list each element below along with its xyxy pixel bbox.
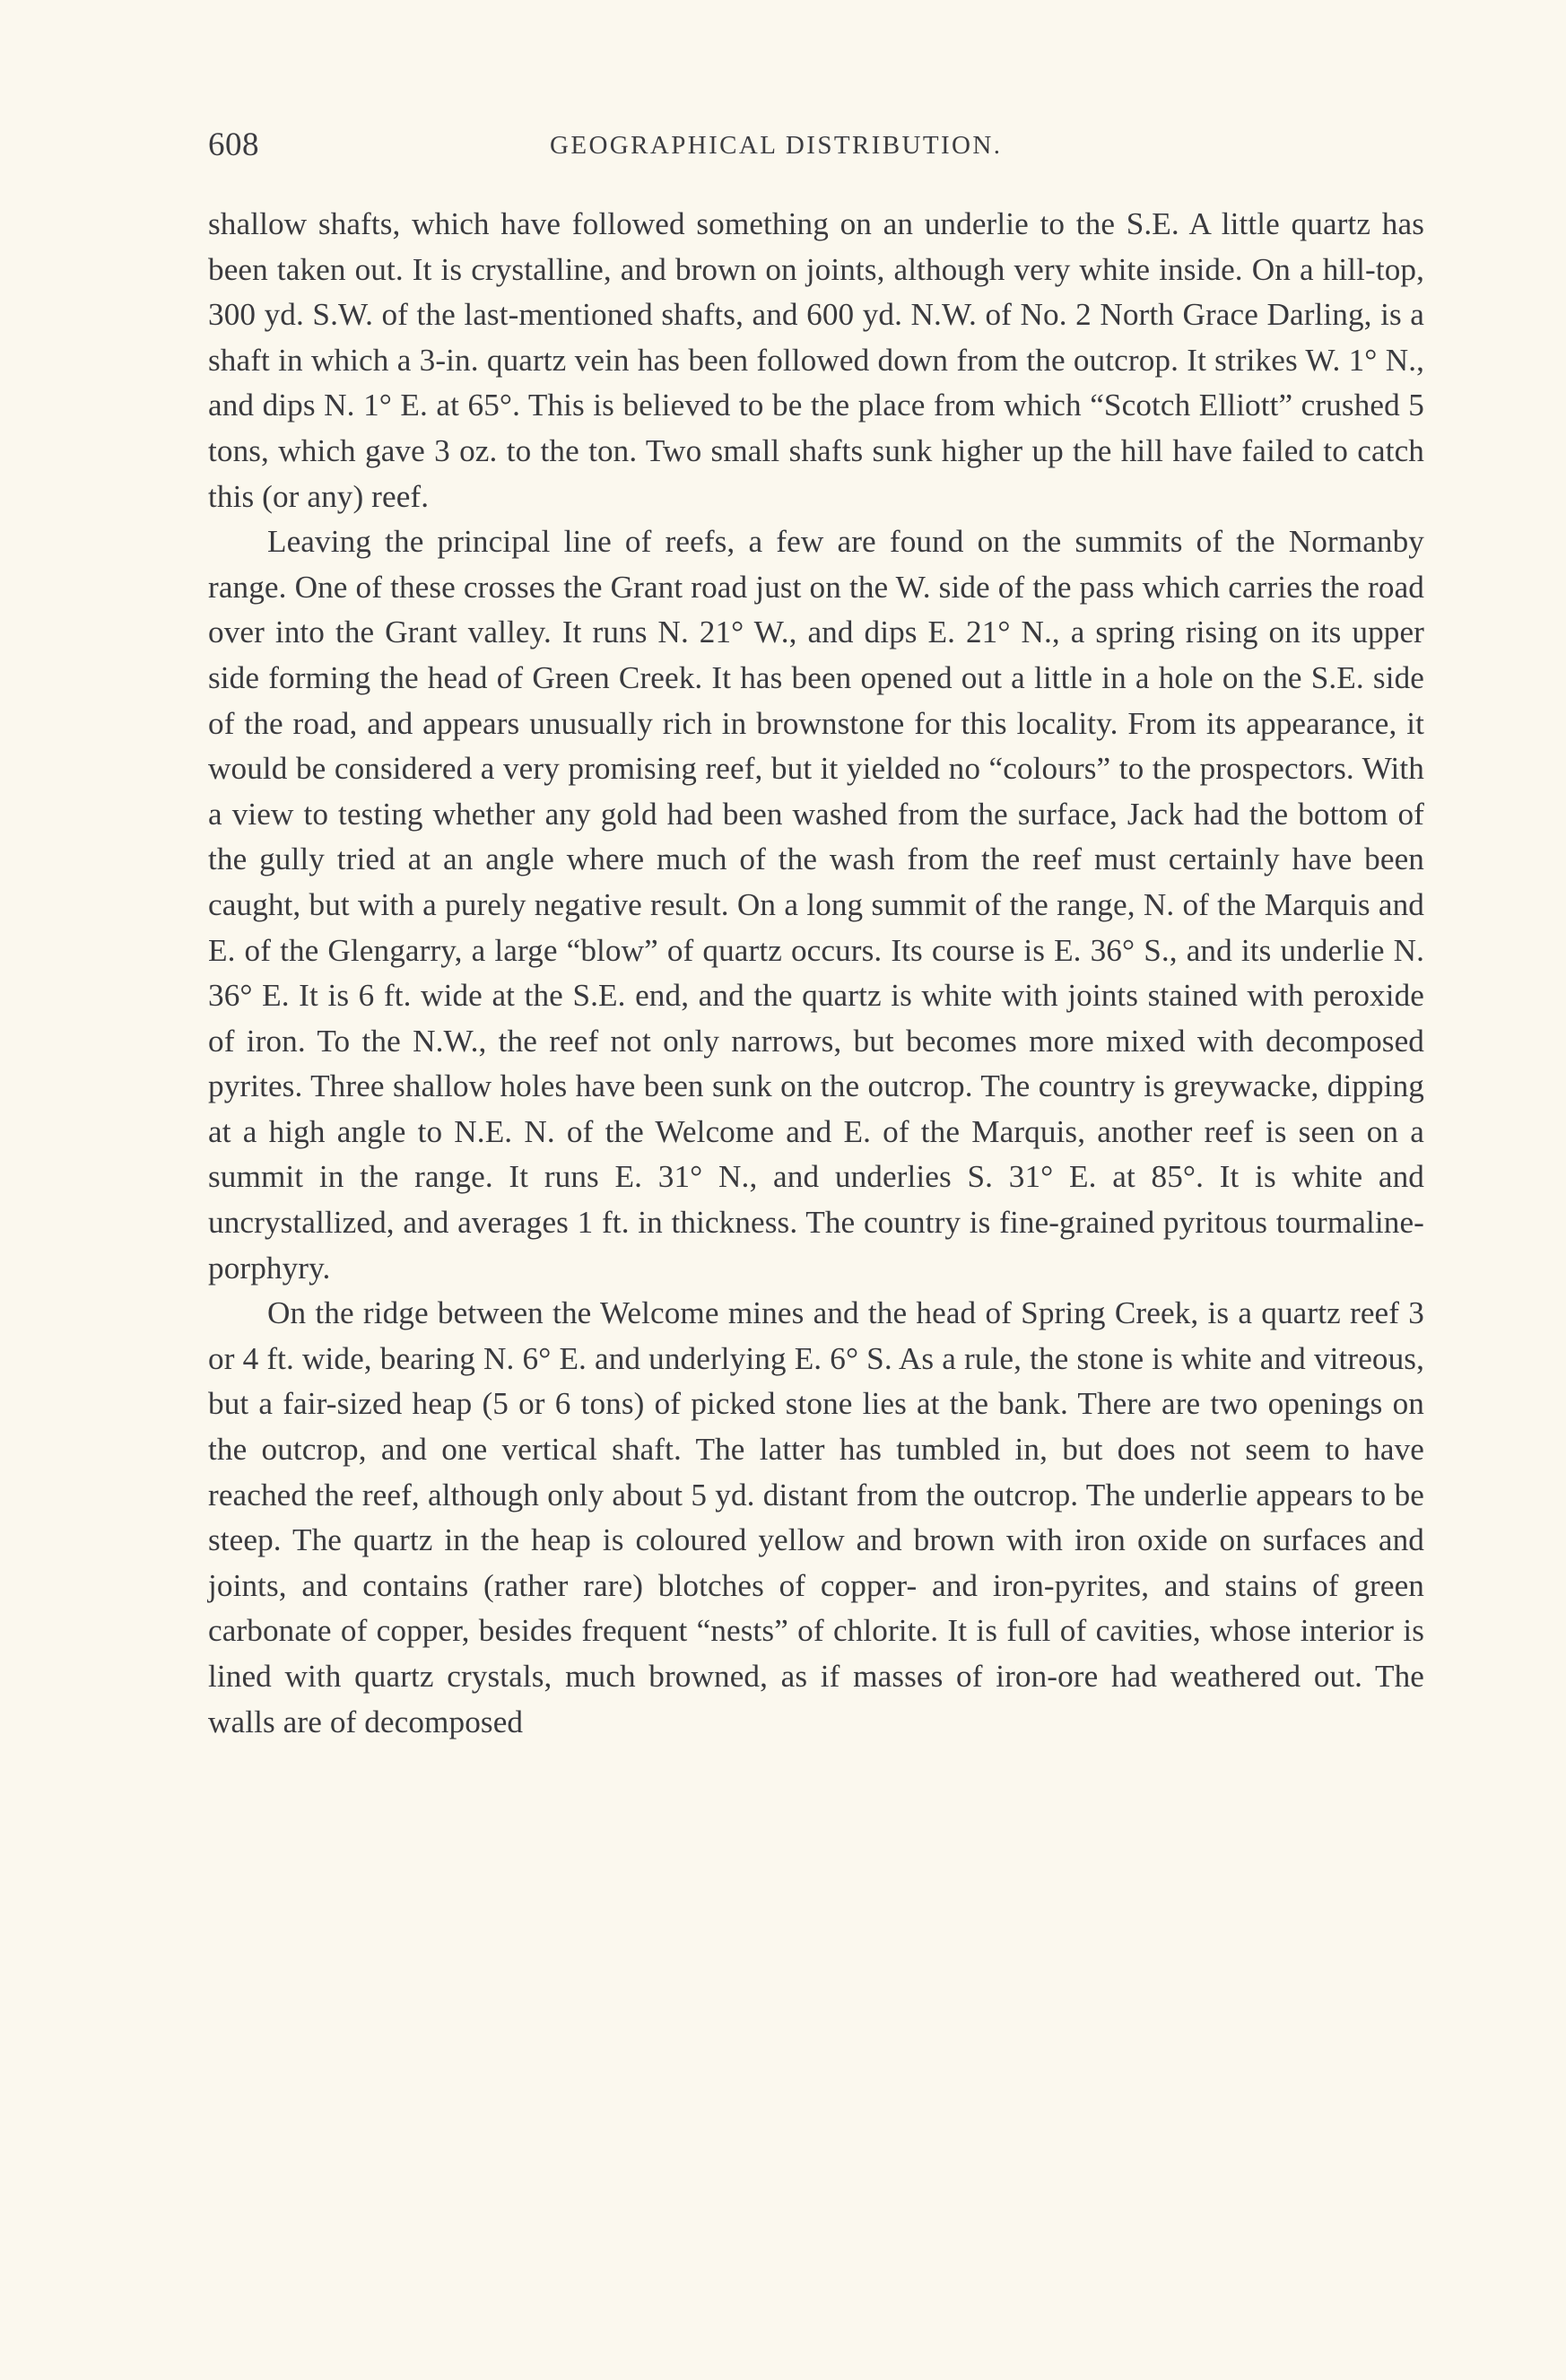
body-text [208, 202, 1424, 1745]
page-header [208, 126, 1424, 170]
running-head: GEOGRAPHICAL DISTRIBUTION. [550, 131, 1003, 160]
paragraph: Leaving the principal line of reefs, a few are found on the summits of the Normanby range. One of these crosses the Grant road just on the W. side of the pass which carries the road over into the Grant valley. It runs N. 21° W., and dips E. 21° N., a spring rising on its upper side forming the head of Green Creek. It has been opened out a little in a hole on the S.E. side of the road, and appears unusually rich in brownstone for this locality. From its appearance, it would be considered a very promising reef, but it yielded no “colours” to the prospectors. With a view to testing whether any gold had been washed from the surface, Jack had the bottom of the gully tried at an angle where much of the wash from the reef must certainly have been caught, but with a purely negative result. On a long summit of the range, N. of the Marquis and E. of the Glengarry, a large “blow” of quartz occurs. Its course is E. 36° S., and its underlie N. 36° E. It is 6 ft. wide at the S.E. end, and the quartz is white with joints stained with peroxide of iron. To the N.W., the reef not only narrows, but becomes more mixed with decomposed pyrites. Three shallow holes have been sunk on the outcrop. The country is greywacke, dipping at a high angle to N.E. N. of the Welcome and E. of the Marquis, another reef is seen on a summit in the range. It runs E. 31° N., and underlies S. 31° E. at 85°. It is white and uncrystallized, and averages 1 ft. in thickness. The country is fine-grained pyritous tourmaline-porphyry. [208, 524, 1424, 1286]
paragraph: On the ridge between the Welcome mines and the head of Spring Creek, is a quartz reef 3 or 4 ft. wide, bearing N. 6° E. and underlying E. 6° S. As a rule, the stone is white and vitreous, but a fair-sized heap (5 or 6 tons) of picked stone lies at the bank. There are two openings on the outcrop, and one vertical shaft. The latter has tumbled in, but does not seem to have reached the reef, although only about 5 yd. distant from the outcrop. The underlie appears to be steep. The quartz in the heap is coloured yellow and brown with iron oxide on surfaces and joints, and contains (rather rare) blotches of copper- and iron-pyrites, and stains of green carbonate of copper, besides frequent “nests” of chlorite. It is full of cavities, whose interior is lined with quartz crystals, much browned, as if masses of iron-ore had weathered out. The walls are of decomposed [208, 1295, 1424, 1739]
paragraph: shallow shafts, which have followed something on an underlie to the S.E. A little quartz has been taken out. It is crystalline, and brown on joints, although very white inside. On a hill-top, 300 yd. S.W. of the last-mentioned shafts, and 600 yd. N.W. of No. 2 North Grace Darling, is a shaft in which a 3-in. quartz vein has been followed down from the outcrop. It strikes W. 1° N., and dips N. 1° E. at 65°. This is believed to be the place from which “Scotch Elliott” crushed 5 tons, which gave 3 oz. to the ton. Two small shafts sunk higher up the hill have failed to catch this (or any) reef. [208, 206, 1424, 514]
page-number: 608 [208, 126, 259, 163]
